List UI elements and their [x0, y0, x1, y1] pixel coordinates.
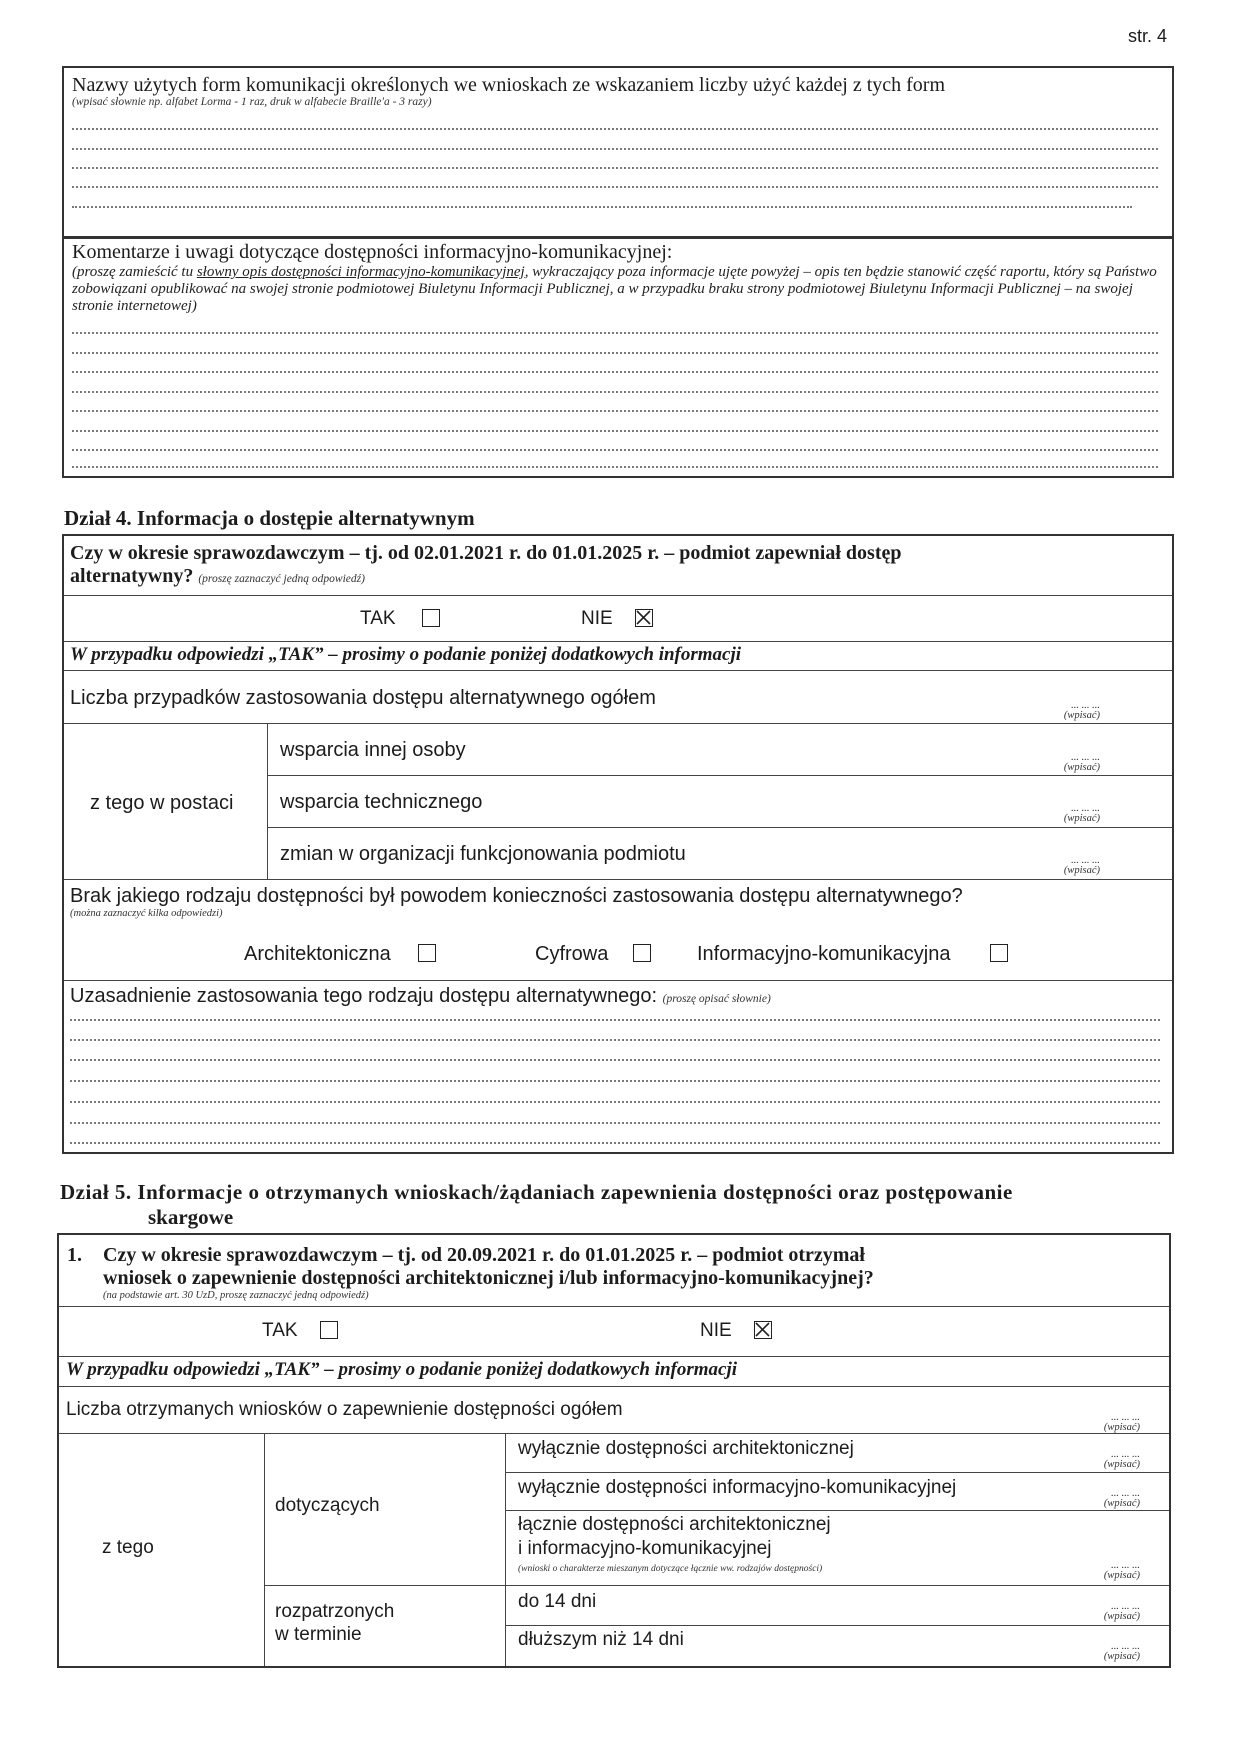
section5-heading-line2: skargowe [148, 1205, 234, 1229]
s4-row-1-label: wsparcia innej osoby [280, 739, 466, 761]
s5-row-more14-dots[interactable]: ... ... ... [1111, 1641, 1140, 1652]
comm-forms-title: Nazwy użytych form komunikacji określonych we wnioskach ze wskazaniem liczby użyć każdej z tych form [72, 74, 946, 96]
s5-nie-checkbox[interactable] [754, 1321, 772, 1339]
s4-divider-4 [64, 723, 1172, 724]
s5-q-number: 1. [67, 1244, 82, 1266]
s4-divider-6 [267, 827, 1172, 828]
s5-tak-checkbox[interactable] [320, 1321, 338, 1339]
s4-divider-7 [64, 879, 1172, 880]
s5-total-dots[interactable]: ... ... ... [1111, 1412, 1140, 1423]
s4-row-3-hint: (wpisać) [1063, 865, 1100, 876]
s5-nie-label: NIE [700, 1320, 732, 1341]
s4-option-digital-checkbox[interactable] [633, 944, 651, 962]
s4-just-line-6[interactable] [70, 1122, 1160, 1124]
comm-forms-line-5[interactable] [72, 206, 1132, 208]
s4-option-arch-label: Architektoniczna [244, 943, 391, 965]
s4-just-line-1[interactable] [70, 1019, 1160, 1021]
s4-row-1-dots[interactable]: ... ... ... [1071, 752, 1100, 763]
s5-q-line2: wniosek o zapewnienie dostępności architektonicznej i/lub informacyjno-komunikacyjnej? [103, 1267, 874, 1289]
s4-nie-check-mark-icon [636, 610, 651, 625]
s4-breakdown-vline [267, 723, 268, 879]
comments-line-7[interactable] [72, 449, 1158, 451]
s5-row-more14-hint: (wpisać) [1103, 1651, 1140, 1662]
section5-heading-line1: Dział 5. Informacje o otrzymanych wnioskach/żądaniach zapewnienia dostępności oraz postępowanie [60, 1180, 1013, 1204]
s5-divider-3 [59, 1386, 1169, 1387]
s4-row-1-hint: (wpisać) [1063, 762, 1100, 773]
s4-just-line-2[interactable] [70, 1039, 1160, 1041]
s5-divider-4 [59, 1433, 1169, 1434]
s4-row-3-label: zmian w organizacji funkcjonowania podmiotu [280, 843, 686, 865]
comments-line-5[interactable] [72, 410, 1158, 412]
comments-line-3[interactable] [72, 371, 1158, 373]
s4-lack-hint: (można zaznaczyć kilka odpowiedzi) [70, 908, 223, 919]
s5-row-14-hint: (wpisać) [1103, 1611, 1140, 1622]
s4-row-2-hint: (wpisać) [1063, 813, 1100, 824]
s4-tak-label: TAK [360, 608, 396, 629]
s5-total-hint: (wpisać) [1103, 1422, 1140, 1433]
s5-considered-line1: rozpatrzonych [275, 1601, 395, 1622]
comments-hint: (proszę zamieścić tu słowny opis dostępności informacyjno-komunikacyjnej, wykraczający poza informacje ujęte powyżej – opis ten będzie stanowić część raportu, który są Państwo zobowiązani opublikować na swojej stronie podmiotowej Biuletynu Informacji Publicznej, a w przypadku braku strony podmiotowej Biuletynu Informacji Publicznej – na swojej stronie internetowej) [72, 264, 1157, 314]
s5-divider-2 [59, 1356, 1169, 1357]
s5-considered-line2: w terminie [275, 1624, 362, 1645]
s4-row-2-label: wsparcia technicznego [280, 791, 483, 813]
s4-divider-5 [267, 775, 1172, 776]
s4-justification: Uzasadnienie zastosowania tego rodzaju dostępu alternatywnego: (proszę opisać słownie) [70, 985, 771, 1007]
s4-option-info-label: Informacyjno-komunikacyjna [697, 943, 951, 965]
s4-row-2-dots[interactable]: ... ... ... [1071, 803, 1100, 814]
s5-total-label: Liczba otrzymanych wniosków o zapewnienie dostępności ogółem [66, 1399, 623, 1420]
s5-row-both-line2: i informacyjno-komunikacyjnej [518, 1538, 772, 1559]
s5-q-hint: (na podstawie art. 30 UzD, proszę zaznaczyć jedną odpowiedź) [103, 1290, 369, 1301]
s4-divider-8 [64, 980, 1172, 981]
s5-row-arch-dots[interactable]: ... ... ... [1111, 1449, 1140, 1460]
s5-row-info-dots[interactable]: ... ... ... [1111, 1488, 1140, 1499]
s4-option-digital-label: Cyfrowa [535, 943, 609, 965]
comments-line-6[interactable] [72, 430, 1158, 432]
s4-just-line-3[interactable] [70, 1059, 1160, 1061]
s5-concerning: dotyczących [275, 1495, 380, 1516]
s4-divider-1 [64, 595, 1172, 596]
s5-row-both-line1: łącznie dostępności architektonicznej [518, 1514, 831, 1535]
s4-just-line-4[interactable] [70, 1080, 1160, 1082]
s4-if-yes: W przypadku odpowiedzi „TAK” – prosimy o podanie poniżej dodatkowych informacji [70, 644, 742, 665]
s5-divider-7 [264, 1585, 1169, 1586]
s5-row-14-dots[interactable]: ... ... ... [1111, 1601, 1140, 1612]
s4-justification-hint: (proszę opisać słownie) [662, 993, 771, 1005]
s4-nie-label: NIE [581, 608, 613, 629]
s5-divider-5 [505, 1472, 1169, 1473]
comm-forms-line-1[interactable] [72, 128, 1158, 130]
section4-question-hint: (proszę zaznaczyć jedną odpowiedź) [198, 573, 365, 585]
comments-title: Komentarze i uwagi dotyczące dostępności informacyjno-komunikacyjnej: [72, 241, 673, 263]
comm-forms-line-3[interactable] [72, 167, 1158, 169]
s4-option-info-checkbox[interactable] [990, 944, 1008, 962]
s5-divider-6 [505, 1510, 1169, 1511]
section4-question-line2: alternatywny? (proszę zaznaczyć jedną odpowiedź) [70, 565, 365, 587]
s5-vline-1 [264, 1433, 265, 1666]
comments-line-1[interactable] [72, 332, 1158, 334]
s5-row-both-hint: (wnioski o charakterze mieszanym dotyczące łącznie ww. rodzajów dostępności) [518, 1564, 823, 1574]
s5-tak-label: TAK [262, 1320, 298, 1341]
s4-breakdown-label: z tego w postaci [90, 792, 234, 814]
s5-row-both-dots[interactable]: ... ... ... [1111, 1560, 1140, 1571]
section4-heading: Dział 4. Informacja o dostępie alternatywnym [64, 506, 475, 530]
s5-nie-check-mark-icon [755, 1322, 770, 1337]
s5-row-arch-label: wyłącznie dostępności architektonicznej [518, 1438, 854, 1459]
s4-option-arch-checkbox[interactable] [418, 944, 436, 962]
s5-row-info-hint: (wpisać) [1103, 1498, 1140, 1509]
s4-tak-checkbox[interactable] [422, 609, 440, 627]
s4-total-hint: (wpisać) [1063, 710, 1100, 721]
s5-z-tego: z tego [102, 1537, 154, 1558]
comments-line-2[interactable] [72, 352, 1158, 354]
s4-total-label: Liczba przypadków zastosowania dostępu alternatywnego ogółem [70, 687, 656, 709]
s4-just-line-5[interactable] [70, 1101, 1160, 1103]
s5-row-both-hint2: (wpisać) [1103, 1570, 1140, 1581]
s5-divider-1 [59, 1306, 1169, 1307]
s5-divider-8 [505, 1625, 1169, 1626]
s4-row-3-dots[interactable]: ... ... ... [1071, 855, 1100, 866]
s4-just-line-7[interactable] [70, 1142, 1160, 1144]
section4-question-line1: Czy w okresie sprawozdawczym – tj. od 02.01.2021 r. do 01.01.2025 r. – podmiot zapewniał dostęp [70, 542, 902, 564]
s4-lack-question: Brak jakiego rodzaju dostępności był powodem konieczności zastosowania dostępu alternatywnego? [70, 885, 963, 907]
comments-line-8[interactable] [72, 466, 1158, 468]
s4-divider-2 [64, 641, 1172, 642]
s4-nie-checkbox[interactable] [635, 609, 653, 627]
s4-divider-3 [64, 670, 1172, 671]
s5-q-line1: Czy w okresie sprawozdawczym – tj. od 20.09.2021 r. do 01.01.2025 r. – podmiot otrzymał [103, 1244, 865, 1266]
s4-total-dots[interactable]: ... ... ... [1071, 700, 1100, 711]
s5-vline-2 [505, 1433, 506, 1666]
s5-row-arch-hint: (wpisać) [1103, 1459, 1140, 1470]
comm-forms-line-2[interactable] [72, 148, 1158, 150]
comm-forms-line-4[interactable] [72, 186, 1158, 188]
s5-row-more14-label: dłuższym niż 14 dni [518, 1629, 684, 1650]
s5-if-yes: W przypadku odpowiedzi „TAK” – prosimy o podanie poniżej dodatkowych informacji [66, 1359, 738, 1380]
s5-row-14-label: do 14 dni [518, 1591, 597, 1612]
comm-forms-hint: (wpisać słownie np. alfabet Lorma - 1 raz, druk w alfabecie Braille'a - 3 razy) [72, 96, 432, 108]
page-number: str. 4 [1128, 26, 1168, 46]
comments-line-4[interactable] [72, 391, 1158, 393]
s5-row-info-label: wyłącznie dostępności informacyjno-komunikacyjnej [518, 1477, 957, 1498]
